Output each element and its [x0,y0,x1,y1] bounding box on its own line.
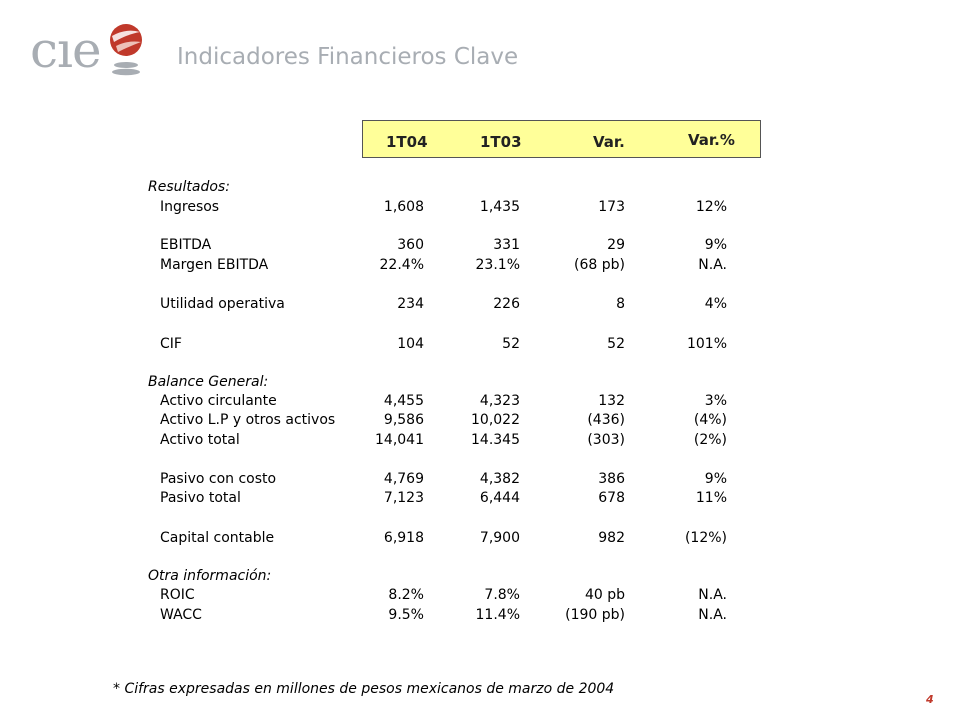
row-value: 6,918 [383,530,424,546]
row-value: 52 [502,336,520,352]
row-value: 1,608 [383,199,424,215]
row-value: 9,586 [383,412,424,428]
row-value: N.A. [698,587,727,603]
row-value: 29 [607,237,625,253]
section-otra-informacion: Otra información: [148,568,272,584]
row-value: 11.4% [475,607,520,623]
row-label: Ingresos [160,199,220,215]
row-label: Pasivo total [160,490,241,506]
page-number: 4 [926,693,934,706]
row-label: Activo L.P y otros activos [160,412,336,428]
row-value: (303) [587,432,625,448]
row-value: 11% [695,490,727,506]
row-value: 1,435 [479,199,520,215]
row-value: 4,769 [383,471,424,487]
row-label: Pasivo con costo [160,471,277,487]
col-header-1t04: 1T04 [386,133,428,151]
logo-sphere-icon [108,20,144,82]
row-value: (190 pb) [565,607,625,623]
row-value: 4,455 [383,393,424,409]
row-value: 7,900 [479,530,520,546]
row-value: 360 [397,237,424,253]
row-value: 40 pb [584,587,625,603]
row-value: 4,323 [479,393,520,409]
row-value: 104 [397,336,424,352]
row-label: ROIC [160,587,195,603]
row-label: Utilidad operativa [160,296,285,312]
row-value: N.A. [698,607,727,623]
col-header-var-pct: Var.% [688,131,735,149]
row-value: N.A. [698,257,727,273]
footnote: * Cifras expresadas en millones de pesos mexicanos de marzo de 2004 [113,681,615,697]
row-value: (2%) [693,432,727,448]
row-value: 4,382 [479,471,520,487]
row-value: (4%) [693,412,727,428]
row-value: (68 pb) [574,257,625,273]
page-title: Indicadores Financieros Clave [177,44,519,70]
section-balance-general: Balance General: [148,374,269,390]
row-value: 3% [704,393,727,409]
row-label: EBITDA [160,237,212,253]
row-value: 386 [598,471,625,487]
row-value: 10,022 [471,412,520,428]
row-value: 7.8% [484,587,520,603]
row-value: 6,444 [479,490,520,506]
row-value: 9% [704,471,727,487]
row-value: 8 [616,296,625,312]
row-value: 173 [598,199,625,215]
row-label: Capital contable [160,530,275,546]
row-value: 9% [704,237,727,253]
row-value: (436) [587,412,625,428]
row-value: 7,123 [383,490,424,506]
row-value: 8.2% [388,587,424,603]
row-value: 101% [686,336,727,352]
row-value: 678 [598,490,625,506]
row-value: 982 [598,530,625,546]
row-label: Activo total [160,432,240,448]
row-value: 22.4% [379,257,424,273]
row-value: 331 [493,237,520,253]
row-value: 14,041 [375,432,424,448]
row-value: 4% [704,296,727,312]
row-value: 14.345 [471,432,520,448]
row-value: 132 [598,393,625,409]
row-value: 23.1% [475,257,520,273]
col-header-var: Var. [593,133,625,151]
section-resultados: Resultados: [148,179,230,195]
row-value: 9.5% [388,607,424,623]
row-label: Margen EBITDA [160,257,269,273]
row-value: (12%) [684,530,727,546]
row-value: 52 [607,336,625,352]
col-header-1t03: 1T03 [480,133,522,151]
row-label: Activo circulante [160,393,277,409]
row-label: CIF [160,336,182,352]
row-value: 226 [493,296,520,312]
company-logo [30,18,150,78]
logo-wordmark: cıe [30,21,101,79]
row-label: WACC [160,607,202,623]
row-value: 12% [695,199,727,215]
row-value: 234 [397,296,424,312]
